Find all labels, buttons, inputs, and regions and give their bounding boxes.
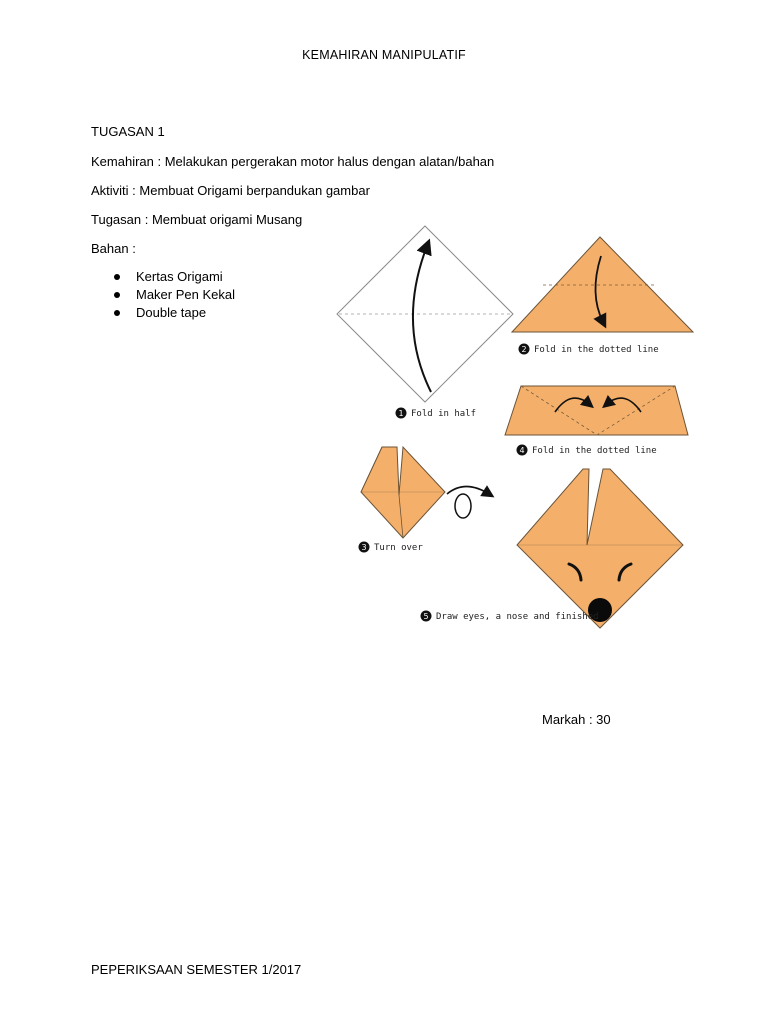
step-2-label: Fold in the dotted line [534, 345, 659, 355]
step-4-label: Fold in the dotted line [532, 446, 657, 456]
step-5-label: Draw eyes, a nose and finished [436, 612, 599, 622]
bullet-icon [114, 310, 120, 316]
list-item [110, 268, 235, 286]
skill-line: Kemahiran : Melakukan pergerakan motor halus dengan alatan/bahan [91, 154, 495, 169]
material-label: Maker Pen Kekal [136, 287, 235, 302]
marks-label: Markah : 30 [542, 712, 611, 727]
step-4-number: 4 [519, 446, 525, 455]
step-4-figure [505, 386, 688, 435]
list-item [110, 304, 235, 322]
step-5-number: 5 [423, 612, 429, 621]
activity-line: Aktiviti : Membuat Origami berpandukan gambar [91, 183, 370, 198]
material-label: Kertas Origami [136, 269, 223, 284]
step-2-caption [519, 344, 659, 356]
step-2-figure [512, 237, 693, 332]
step-2-number: 2 [521, 345, 527, 354]
step-1-number: 1 [398, 409, 404, 418]
bullet-icon [114, 292, 120, 298]
materials-list [110, 268, 235, 322]
step-5-figure [517, 469, 683, 628]
step-1-caption [396, 408, 477, 420]
step-3-figure [361, 447, 489, 538]
origami-diagram-svg [335, 224, 695, 634]
origami-diagram [335, 224, 695, 634]
footer-label: PEPERIKSAAN SEMESTER 1/2017 [91, 962, 302, 977]
task-heading: TUGASAN 1 [91, 124, 165, 139]
step-4-caption [517, 445, 657, 457]
materials-heading: Bahan : [91, 241, 136, 256]
page-title: KEMAHIRAN MANIPULATIF [302, 48, 466, 62]
assignment-line: Tugasan : Membuat origami Musang [91, 212, 303, 227]
material-label: Double tape [136, 305, 207, 320]
step-3-caption [359, 542, 424, 554]
list-item [110, 286, 235, 304]
step-1-figure [337, 226, 513, 402]
bullet-icon [114, 274, 120, 280]
step-3-number: 3 [361, 543, 367, 552]
step-3-label: Turn over [374, 543, 423, 553]
step-1-label: Fold in half [411, 409, 477, 419]
step-5-caption [421, 611, 599, 623]
